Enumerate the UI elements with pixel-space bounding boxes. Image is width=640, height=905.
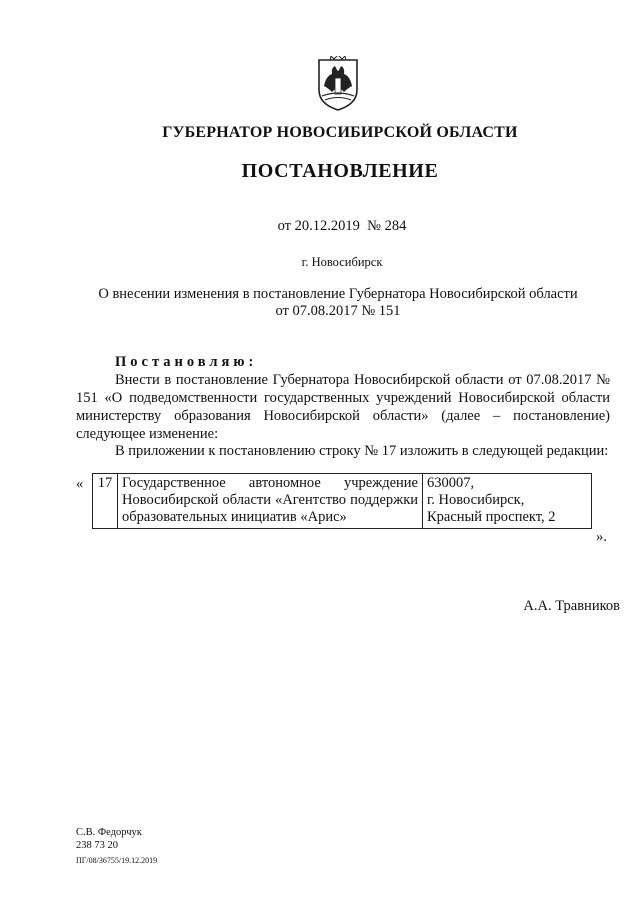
body-paragraph-1: Внести в постановление Губернатора Новосибирской области от 07.08.2017 № 151 «О подведомственности государственных учреждений Новосибирской области министерству образования Новосибирской области» (далее – постановление) следующее изменение:: [76, 372, 610, 442]
address-line: г. Новосибирск,: [427, 492, 525, 508]
address-line: Красный проспект, 2: [427, 509, 556, 525]
organization-title: ГУБЕРНАТОР НОВОСИБИРСКОЙ ОБЛАСТИ: [162, 124, 518, 141]
close-quote: ».: [596, 529, 607, 545]
subject-line-1: О внесении изменения в постановление Губернатора Новосибирской области: [98, 286, 578, 302]
subject-line-2: от 07.08.2017 № 151: [275, 303, 401, 319]
city-label: г. Новосибирск: [301, 255, 383, 269]
body-paragraph-2: В приложении к постановлению строку № 17 изложить в следующей редакции:: [115, 443, 609, 459]
amendment-table: [92, 473, 592, 529]
subject-block: [18, 286, 640, 320]
coat-of-arms-icon: [316, 56, 360, 112]
institution-cell: Государственное автономное учреждение Новосибирской области «Агентство поддержки образовательных инициатив «Арис»: [118, 474, 423, 529]
date-and-number: от 20.12.2019 № 284: [277, 218, 407, 234]
executor-phone: 238 73 20: [76, 840, 118, 851]
signer-name: А.А. Травников: [523, 598, 620, 614]
address-line: 630007,: [427, 475, 475, 491]
document-type-title: ПОСТАНОВЛЕНИЕ: [241, 160, 439, 182]
row-number-cell: 17: [93, 474, 118, 529]
open-quote: «: [76, 476, 84, 492]
executor-name: С.В. Федорчук: [76, 827, 142, 838]
table-row: [93, 474, 592, 529]
address-cell: [423, 474, 592, 529]
executor-block: [76, 826, 142, 852]
registration-number: ПГ/08/36755/19.12.2019: [76, 856, 158, 865]
decree-word: Постановляю:: [115, 354, 258, 370]
